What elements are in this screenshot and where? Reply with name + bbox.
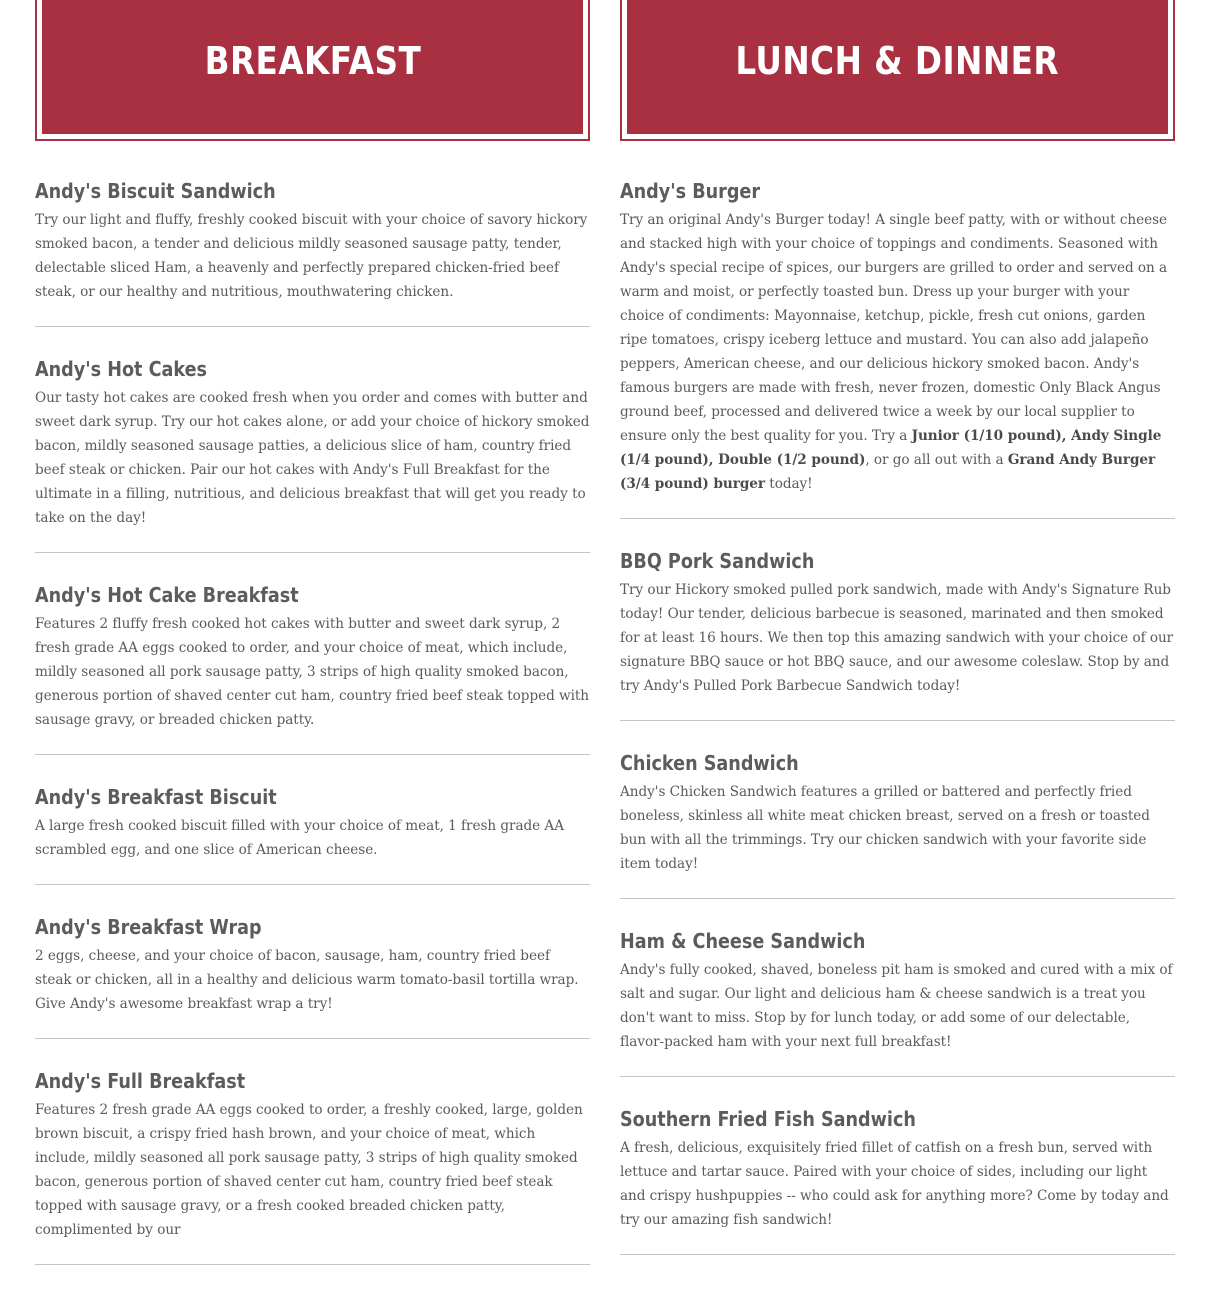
menu-item-title: Andy's Burger: [620, 179, 761, 203]
menu-item-title: BBQ Pork Sandwich: [620, 549, 815, 573]
menu-item: [35, 354, 590, 553]
menu-item-description: 2 eggs, cheese, and your choice of bacon, sausage, ham, country fried beef steak or chicken, all in a healthy and delicious warm tomato-basil tortilla wrap. Give Andy's awesome breakfast wrap a try!: [35, 948, 579, 1012]
menu-item: [35, 782, 590, 885]
menu-item-description: A fresh, delicious, exquisitely fried fillet of catfish on a fresh bun, served with lettuce and tartar sauce. Paired with your choice of sides, including our light and crispy hushpuppies -- who could ask for anything more? Come by today and try our amazing fish sandwich!: [620, 1140, 1169, 1228]
lunch-dinner-heading: LUNCH & DINNER: [735, 38, 1060, 83]
menu-item: [35, 176, 590, 327]
menu-item: [35, 1066, 590, 1265]
burger-desc-middle: , or go all out with a: [865, 452, 1008, 468]
lunch-dinner-column: [620, 0, 1175, 1282]
breakfast-column: [35, 0, 590, 1292]
lunch-dinner-menu-list: [620, 176, 1175, 1255]
burger-sizes: Junior (1/10 pound), Andy Single (1/4 pound), Double (1/2 pound): [620, 428, 1162, 468]
menu-item-title: Andy's Hot Cake Breakfast: [35, 583, 299, 607]
menu-item-description: Features 2 fresh grade AA eggs cooked to order, a freshly cooked, large, golden brown biscuit, a crispy fried hash brown, and your choice of meat, which include, mildly seasoned all pork sausage patty, 3 strips of high quality smoked bacon, generous portion of shaved center cut ham, country fried beef steak topped with sausage gravy, or a fresh cooked breaded chicken patty, complimented by our: [35, 1102, 583, 1238]
menu-item: [620, 1104, 1175, 1255]
menu-item-description: Andy's fully cooked, shaved, boneless pit ham is smoked and cured with a mix of salt and sugar. Our light and delicious ham & cheese sandwich is a treat you don't want to miss. Stop by for lunch today, or add some of our delectable, flavor-packed ham with your next full breakfast!: [620, 962, 1173, 1050]
menu-item-description: Andy's Chicken Sandwich features a grilled or battered and perfectly fried boneless, skinless all white meat chicken breast, served on a fresh or toasted bun with all the trimmings. Try our chicken sandwich with your favorite side item today!: [620, 784, 1150, 872]
menu-item-title: Chicken Sandwich: [620, 751, 799, 775]
menu-item-title: Andy's Full Breakfast: [35, 1069, 246, 1093]
menu-item: [620, 748, 1175, 899]
menu-item: [620, 176, 1175, 519]
breakfast-banner[interactable]: [42, 0, 583, 134]
menu-item-title: Southern Fried Fish Sandwich: [620, 1107, 916, 1131]
breakfast-heading: BREAKFAST: [204, 38, 421, 83]
menu-item: [620, 926, 1175, 1077]
menu-item: [35, 912, 590, 1039]
menu-item-description: Try our light and fluffy, freshly cooked biscuit with your choice of savory hickory smoked bacon, a tender and delicious mildly seasoned sausage patty, tender, delectable sliced Ham, a heavenly and perfectly prepared chicken-fried beef steak, or our healthy and nutritious, mouthwatering chicken.: [35, 212, 588, 300]
menu-item-description: A large fresh cooked biscuit filled with your choice of meat, 1 fresh grade AA scrambled egg, and one slice of American cheese.: [35, 818, 564, 858]
burger-desc-start: Try an original Andy's Burger today! A single beef patty, with or without cheese and stacked high with your choice of toppings and condiments. Seasoned with Andy's special recipe of spices, our burgers are grilled to order and served on a warm and moist, or perfectly toasted bun. Dress up your burger with your choice of condiments: Mayonnaise, ketchup, pickle, fresh cut onions, garden ripe tomatoes, crispy iceberg lettuce and mustard. You can also add jalapeño peppers, American cheese, and our delicious hickory smoked bacon. Andy's famous burgers are made with fresh, never frozen, domestic Only Black Angus ground beef, processed and delivered twice a week by our local supplier to ensure only the best quality for you. Try a: [620, 212, 1168, 444]
lunch-dinner-banner-frame: [620, 0, 1175, 141]
breakfast-menu-list: [35, 176, 590, 1265]
breakfast-banner-frame: [35, 0, 590, 141]
menu-item-description: Features 2 fluffy fresh cooked hot cakes with butter and sweet dark syrup, 2 fresh grade AA eggs cooked to order, and your choice of meat, which include, mildly seasoned all pork sausage patty, 3 strips of high quality smoked bacon, generous portion of shaved center cut ham, country fried beef steak topped with sausage gravy, or breaded chicken patty.: [35, 616, 590, 728]
menu-item: [620, 546, 1175, 721]
menu-item-title: Andy's Breakfast Wrap: [35, 915, 262, 939]
burger-desc-end: today!: [765, 476, 813, 492]
menu-item-title: Andy's Hot Cakes: [35, 357, 208, 381]
grand-burger: Grand Andy Burger (3/4 pound) burger: [620, 452, 1156, 492]
menu-item-title: Andy's Biscuit Sandwich: [35, 179, 276, 203]
menu-item-title: Ham & Cheese Sandwich: [620, 929, 866, 953]
menu-item-description: Try our Hickory smoked pulled pork sandwich, made with Andy's Signature Rub today! Our tender, delicious barbecue is seasoned, marinated and then smoked for at least 16 hours. We then top this amazing sandwich with your choice of our signature BBQ sauce or hot BBQ sauce, and our awesome coleslaw. Stop by and try Andy's Pulled Pork Barbecue Sandwich today!: [620, 582, 1174, 694]
lunch-dinner-banner[interactable]: [627, 0, 1168, 134]
menu-item-description: [620, 208, 1175, 496]
menu-item-description: Our tasty hot cakes are cooked fresh when you order and comes with butter and sweet dark syrup. Try our hot cakes alone, or add your choice of hickory smoked bacon, mildly seasoned sausage patties, a delicious slice of ham, country fried beef steak or chicken. Pair our hot cakes with Andy's Full Breakfast for the ultimate in a filling, nutritious, and delicious breakfast that will get you ready to take on the day!: [35, 390, 590, 526]
menu-item-title: Andy's Breakfast Biscuit: [35, 785, 277, 809]
menu-item: [35, 580, 590, 755]
